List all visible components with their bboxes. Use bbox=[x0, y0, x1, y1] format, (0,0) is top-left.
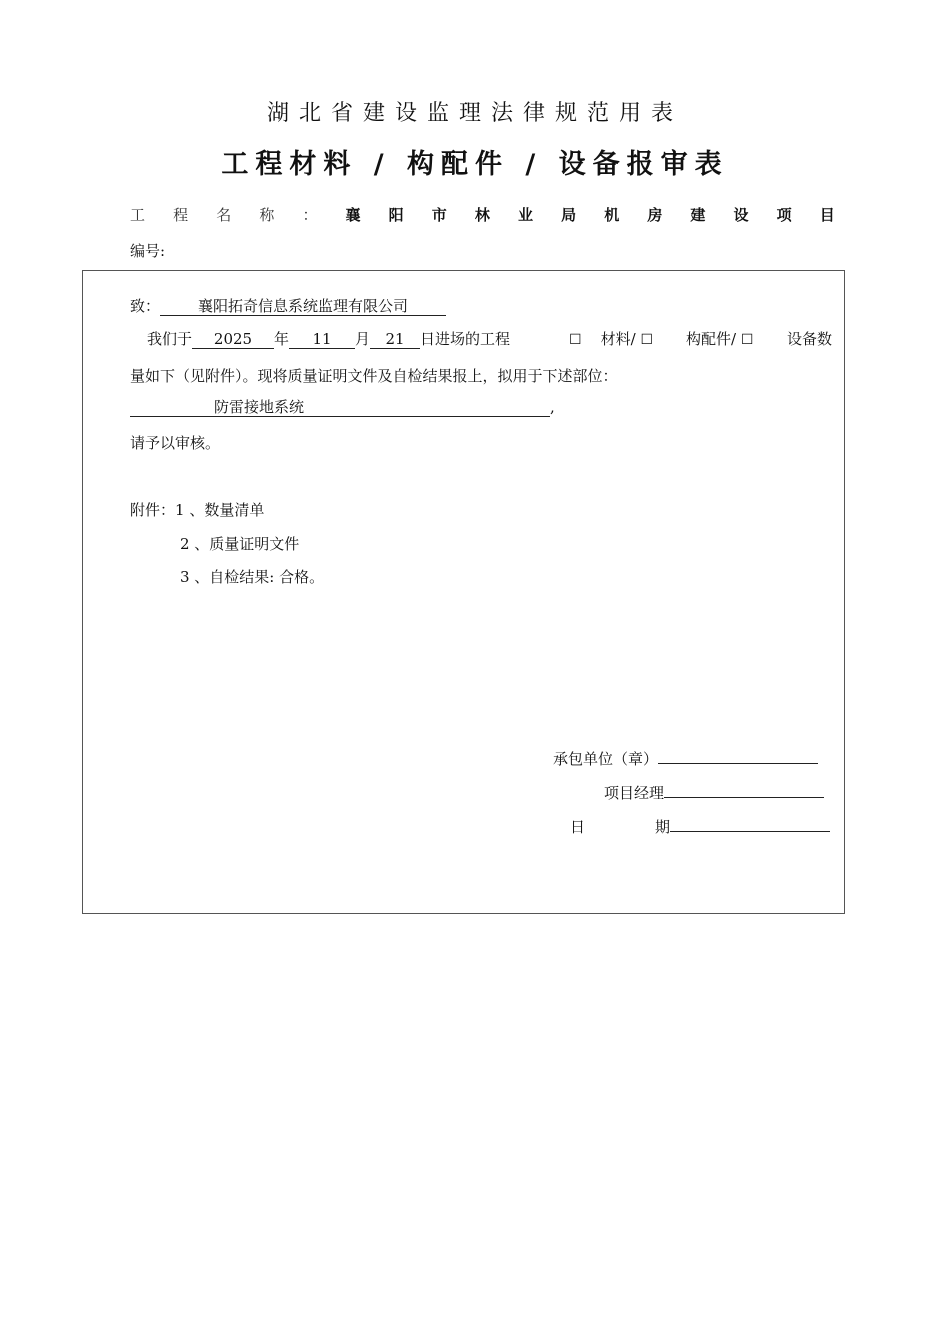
request-text: 请予以审核。 bbox=[130, 434, 221, 452]
form-series-title: 湖北省建设监理法律规范用表 bbox=[266, 101, 683, 126]
project-name-char: 阳 bbox=[388, 205, 404, 224]
equipment-label: 设备数 bbox=[787, 330, 833, 348]
equipment-option bbox=[787, 328, 832, 349]
project-name-char: 机 bbox=[604, 205, 620, 224]
project-label-char: 程 bbox=[173, 205, 189, 224]
date-label-char: 期 bbox=[655, 818, 671, 836]
manager-signature-field[interactable] bbox=[664, 783, 824, 798]
project-name-char: 襄 bbox=[345, 205, 361, 224]
attachment-item: 1 、数量清单 bbox=[175, 501, 265, 519]
project-label-char: 名 bbox=[216, 205, 232, 224]
attachment-3: 3 、自检结果: 合格。 bbox=[180, 568, 325, 586]
material-label: 材料/ bbox=[600, 330, 636, 348]
attachment-1 bbox=[130, 499, 264, 520]
form-title: 工程材料 / 构配件 / 设备报审表 bbox=[221, 149, 729, 180]
material-option[interactable] bbox=[569, 328, 653, 349]
project-label-char: 工 bbox=[130, 205, 146, 224]
project-name-char: 业 bbox=[517, 205, 533, 224]
attachment-2: 2 、质量证明文件 bbox=[180, 535, 300, 553]
location-line bbox=[130, 398, 555, 417]
form-box bbox=[82, 270, 845, 914]
contractor-label: 承包单位（章） bbox=[553, 750, 659, 768]
manager-signature-line bbox=[604, 782, 824, 803]
year-field[interactable]: 2025 bbox=[192, 331, 274, 349]
contractor-signature-field[interactable] bbox=[658, 749, 818, 764]
date-field[interactable] bbox=[670, 817, 830, 832]
addressee-field[interactable]: 襄阳拓奇信息系统监理有限公司 bbox=[160, 298, 446, 316]
year-unit: 年 bbox=[274, 330, 290, 348]
day-field[interactable]: 21 bbox=[370, 331, 420, 349]
project-name-char: 房 bbox=[647, 205, 663, 224]
month-unit: 月 bbox=[355, 330, 371, 348]
to-label: 致： bbox=[130, 297, 161, 315]
equipment-checkbox[interactable]: ☐ bbox=[740, 332, 754, 348]
component-label: 构配件/ bbox=[686, 330, 737, 348]
date-signature-line bbox=[570, 816, 830, 837]
date-label-char: 日 bbox=[570, 818, 586, 836]
project-name-row bbox=[130, 203, 835, 225]
project-name-char: 局 bbox=[561, 205, 577, 224]
component-option[interactable] bbox=[686, 328, 753, 349]
material-checkbox[interactable]: ☐ bbox=[569, 332, 582, 348]
project-label-char: ： bbox=[302, 205, 318, 224]
entry-date-line bbox=[147, 328, 510, 349]
day-unit: 日进场的工程 bbox=[420, 330, 511, 348]
attachment-label: 附件： bbox=[130, 501, 176, 519]
project-name-char: 市 bbox=[431, 205, 447, 224]
addressee-line bbox=[130, 295, 446, 316]
month-field[interactable]: 11 bbox=[289, 331, 355, 349]
location-field[interactable] bbox=[130, 399, 550, 417]
project-label-char: 称 bbox=[259, 205, 275, 224]
contractor-signature-line bbox=[553, 748, 818, 769]
code-label: 编号: bbox=[130, 242, 166, 260]
intro-text: 我们于 bbox=[147, 330, 193, 348]
project-name-char: 建 bbox=[690, 205, 706, 224]
project-name-char: 项 bbox=[776, 205, 792, 224]
location-comma: , bbox=[550, 398, 555, 416]
location-value: 防雷接地系统 bbox=[214, 398, 305, 416]
project-name-char: 林 bbox=[474, 205, 490, 224]
project-name-char: 目 bbox=[819, 205, 835, 224]
manager-label: 项目经理 bbox=[604, 784, 665, 802]
component-checkbox[interactable]: ☐ bbox=[640, 332, 654, 348]
quantity-statement: 量如下（见附件）。现将质量证明文件及自检结果报上，拟用于下述部位： bbox=[130, 367, 618, 385]
project-name-char: 设 bbox=[733, 205, 749, 224]
